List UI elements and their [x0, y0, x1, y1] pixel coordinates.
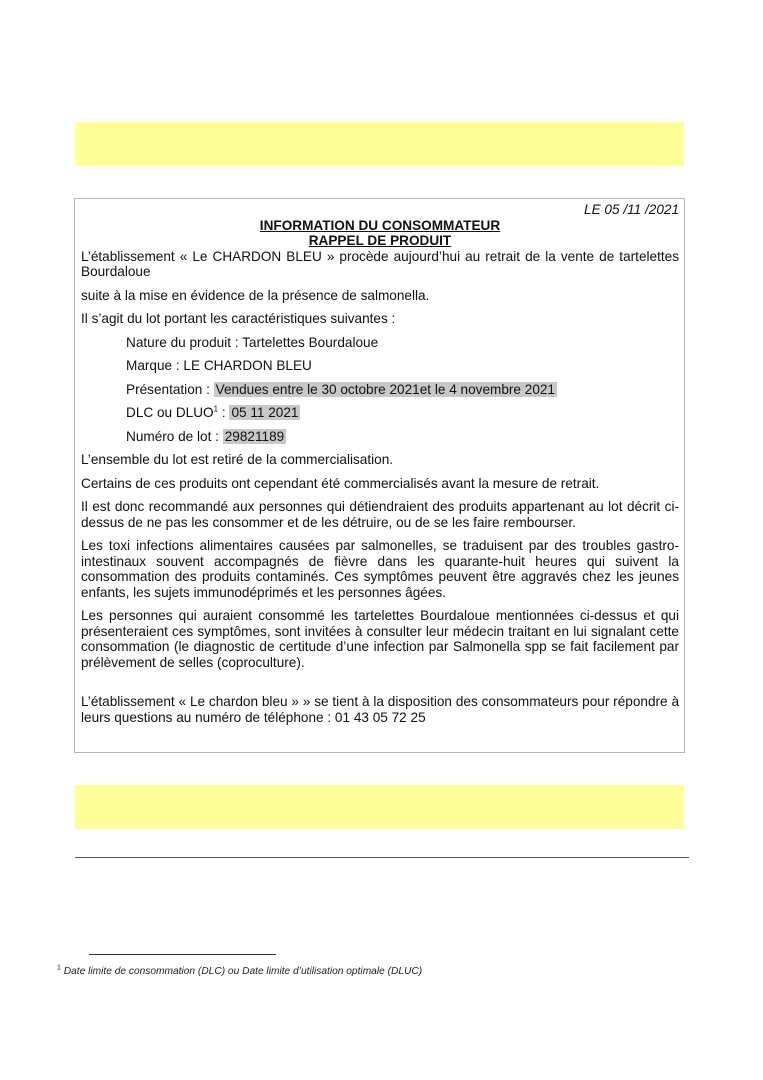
paragraph-recommend: Il est donc recommandé aux personnes qui détiendraient des produits appartenant au lot décrit ci-dessus de ne pas les consommer et de les détruire, ou de se les faire rembourser.	[81, 499, 679, 530]
notice-title: INFORMATION DU CONSOMMATEUR	[259, 217, 501, 233]
paragraph-lot-intro: Il s’agit du lot portant les caractéristiques suivantes :	[81, 311, 396, 326]
horizontal-rule	[75, 857, 689, 858]
paragraph-withdrawn: L’ensemble du lot est retiré de la commercialisation.	[81, 452, 394, 467]
detail-dlc-label: DLC ou DLUO	[126, 405, 214, 420]
footnote-mark: 1	[57, 964, 61, 972]
notice-date: LE 05 /11 /2021	[584, 202, 679, 217]
footnote-separator	[89, 954, 276, 955]
yellow-band-bottom	[75, 785, 684, 829]
notice-subtitle: RAPPEL DE PRODUIT	[308, 233, 452, 248]
detail-nature	[81, 335, 679, 351]
yellow-band-top	[75, 122, 684, 166]
detail-presentation-value: Vendues entre le 30 octobre 2021et le 4 novembre 2021	[215, 381, 555, 397]
detail-dlc-sep: :	[218, 405, 230, 420]
detail-nature-value: Tartelettes Bourdaloue	[242, 334, 379, 350]
footnote-ref: 1	[213, 404, 219, 414]
detail-marque	[81, 358, 679, 374]
detail-lot-value: 29821189	[224, 428, 285, 444]
paragraph-reason: suite à la mise en évidence de la présence de salmonella.	[81, 287, 430, 303]
paragraph-persons: Les personnes qui auraient consommé les tartelettes Bourdaloue mentionnées ci-dessus et qui présenteraient ces symptômes, sont invitées à consulter leur médecin traitant en lui signalant cette consommation (le diagnostic de certitude d’une infection par Salmonella spp se fait facilement par prélèvement de selles (coproculture).	[81, 608, 679, 670]
paragraph-intro: L’établissement « Le CHARDON BLEU » procède aujourd’hui au retrait de la vente de tartelettes Bourdaloue	[81, 248, 679, 279]
paragraph-contact: L’établissement « Le chardon bleu » » se tient à la disposition des consommateurs pour répondre à leurs questions au numéro de téléphone : 01 43 05 72 25	[81, 694, 679, 725]
detail-presentation	[81, 382, 679, 398]
paragraph-toxi: Les toxi infections alimentaires causées par salmonelles, se traduisent par des troubles gastro-intestinaux souvent accompagnés de fièvre dans les quarante-huit heures qui suivent la consommation des produits contaminés. Ces symptômes peuvent être aggravés chez les jeunes enfants, les sujets immunodéprimés et les personnes âgées.	[81, 538, 679, 600]
detail-marque-value: LE CHARDON BLEU	[183, 358, 312, 373]
detail-lot	[81, 429, 679, 445]
paragraph-sold: Certains de ces produits ont cependant été commercialisés avant la mesure de retrait.	[81, 475, 600, 491]
notice-box	[74, 198, 685, 753]
footnote-text: Date limite de consommation (DLC) ou Date limite d’utilisation optimale (DLUC)	[60, 966, 423, 977]
detail-lot-label: Numéro de lot :	[126, 428, 223, 444]
detail-presentation-label: Présentation :	[126, 381, 214, 397]
detail-nature-label: Nature du produit :	[126, 334, 243, 350]
detail-dlc	[81, 405, 679, 421]
detail-marque-label: Marque :	[126, 358, 184, 373]
detail-dlc-value: 05 11 2021	[231, 405, 299, 420]
footnote	[57, 966, 422, 977]
